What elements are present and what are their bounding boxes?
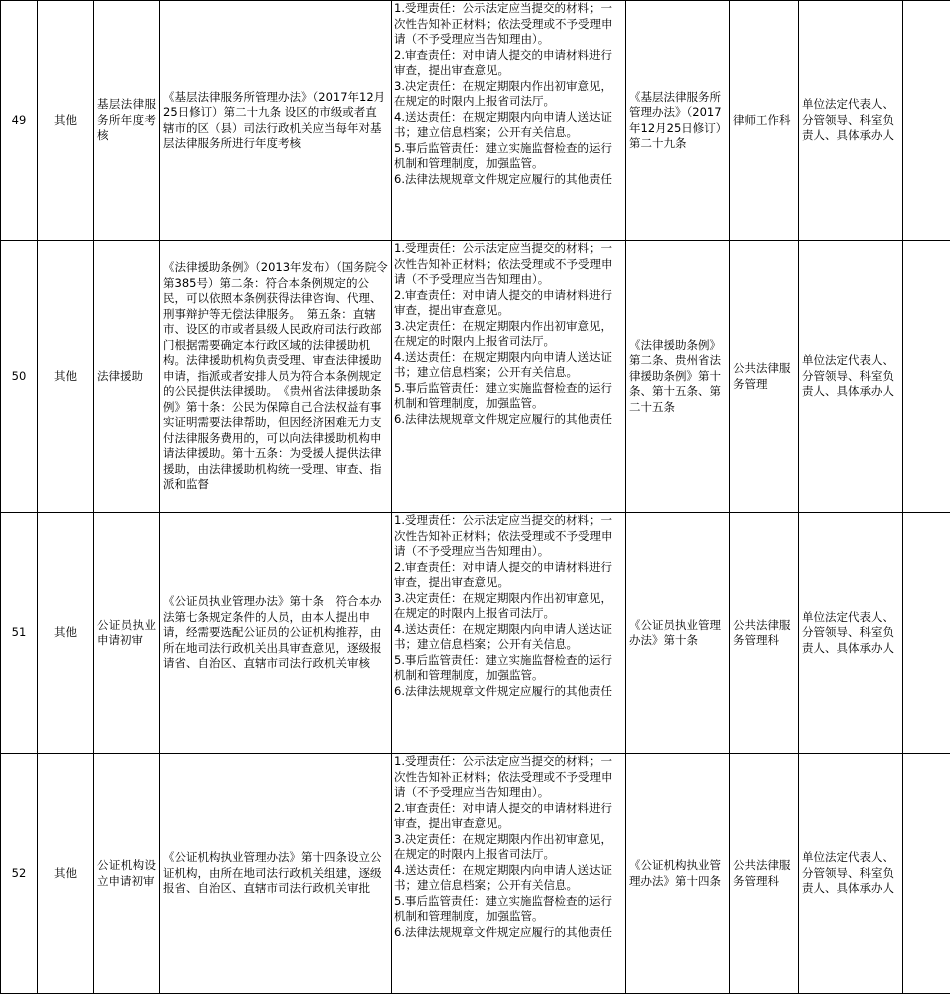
power-category: 其他 (38, 513, 94, 754)
responsibility-item: 5.事后监管责任：建立实施监督检查的运行机制和管理制度，加强监管。 (394, 141, 623, 172)
note-cell (903, 241, 950, 513)
legal-basis: 《公证员执业管理办法》第十条 符合本办法第七条规定条件的人员，由本人提出申请，经需要选配公证员的公证机构推荐，由所在地司法行政机关出具审查意见，逐级报请省、自治区、直辖市司法行政机关审核 (160, 513, 392, 754)
responsibility-item: 6.法律法规规章文件规定应履行的其他责任 (394, 172, 623, 188)
table-row (1, 241, 950, 513)
responsibility-item: 3.决定责任：在规定期限内作出初审意见，在规定的时限内上报省司法厅。 (394, 832, 623, 863)
responsible-department: 公共法律服务管理科 (730, 513, 799, 754)
responsibility-basis: 《公证员执业管理办法》第十条 (626, 513, 730, 754)
note-cell (903, 513, 950, 754)
responsibility-item: 1.受理责任：公示法定应当提交的材料；一次性告知补正材料；依法受理或不予受理申请（不予受理应当告知理由）。 (394, 513, 623, 560)
responsible-department: 公共法律服务管理 (730, 241, 799, 513)
row-number: 49 (1, 1, 38, 241)
responsibility-item: 3.决定责任：在规定期限内作出初审意见，在规定的时限内上报省司法厅。 (394, 319, 623, 350)
responsibility-item: 3.决定责任：在规定期限内作出初审意见，在规定的时限内上报省司法厅。 (394, 591, 623, 622)
responsible-subject: 单位法定代表人、分管领导、科室负责人、具体承办人 (799, 241, 903, 513)
power-item-name: 基层法律服务所年度考核 (94, 1, 160, 241)
power-category: 其他 (38, 241, 94, 513)
note-cell (903, 1, 950, 241)
responsibility-list (392, 241, 626, 513)
responsible-department: 律师工作科 (730, 1, 799, 241)
responsibility-basis: 《法律援助条例》第二条、贵州省法律援助条例》第十条、第十五条、第二十五条 (626, 241, 730, 513)
responsibility-item: 1.受理责任：公示法定应当提交的材料；一次性告知补正材料；依法受理或不予受理申请（不予受理应当告知理由）。 (394, 1, 623, 48)
responsible-subject: 单位法定代表人、分管领导、科室负责人、具体承办人 (799, 754, 903, 994)
responsible-department: 公共法律服务管理科 (730, 754, 799, 994)
row-number: 52 (1, 754, 38, 994)
responsible-subject: 单位法定代表人、分管领导、科室负责人、具体承办人 (799, 1, 903, 241)
responsibility-list (392, 1, 626, 241)
responsible-subject: 单位法定代表人、分管领导、科室负责人、具体承办人 (799, 513, 903, 754)
responsibility-item: 2.审查责任：对申请人提交的申请材料进行审查，提出审查意见。 (394, 560, 623, 591)
table-row (1, 754, 950, 994)
row-number: 51 (1, 513, 38, 754)
responsibility-item: 2.审查责任：对申请人提交的申请材料进行审查，提出审查意见。 (394, 288, 623, 319)
responsibility-item: 6.法律法规规章文件规定应履行的其他责任 (394, 684, 623, 700)
responsibility-basis: 《基层法律服务所管理办法》（2017年12月25日修订）第二十九条 (626, 1, 730, 241)
responsibility-item: 3.决定责任：在规定期限内作出初审意见，在规定的时限内上报省司法厅。 (394, 79, 623, 110)
responsibility-item: 1.受理责任：公示法定应当提交的材料；一次性告知补正材料；依法受理或不予受理申请（不予受理应当告知理由）。 (394, 241, 623, 288)
note-cell (903, 754, 950, 994)
responsibility-item: 6.法律法规规章文件规定应履行的其他责任 (394, 412, 623, 428)
responsibility-item: 4.送达责任：在规定期限内向申请人送达证书；建立信息档案；公开有关信息。 (394, 110, 623, 141)
responsibility-list (392, 754, 626, 994)
row-number: 50 (1, 241, 38, 513)
legal-basis: 《公证机构执业管理办法》第十四条设立公证机构，由所在地司法行政机关组建，逐级报省、自治区、直辖市司法行政机关审批 (160, 754, 392, 994)
power-category: 其他 (38, 754, 94, 994)
power-item-name: 公证员执业申请初审 (94, 513, 160, 754)
responsibility-list (392, 513, 626, 754)
power-category: 其他 (38, 1, 94, 241)
responsibility-item: 5.事后监管责任：建立实施监督检查的运行机制和管理制度，加强监管。 (394, 653, 623, 684)
table-row (1, 1, 950, 241)
power-item-name: 公证机构设立申请初审 (94, 754, 160, 994)
responsibility-item: 2.审查责任：对申请人提交的申请材料进行审查，提出审查意见。 (394, 801, 623, 832)
responsibility-item: 4.送达责任：在规定期限内向申请人送达证书；建立信息档案；公开有关信息。 (394, 622, 623, 653)
responsibility-item: 6.法律法规规章文件规定应履行的其他责任 (394, 925, 623, 941)
responsibility-basis: 《公证机构执业管理办法》第十四条 (626, 754, 730, 994)
power-item-name: 法律援助 (94, 241, 160, 513)
responsibility-item: 4.送达责任：在规定期限内向申请人送达证书；建立信息档案；公开有关信息。 (394, 863, 623, 894)
responsibility-item: 2.审查责任：对申请人提交的申请材料进行审查，提出审查意见。 (394, 48, 623, 79)
responsibility-item: 4.送达责任：在规定期限内向申请人送达证书；建立信息档案；公开有关信息。 (394, 350, 623, 381)
responsibility-item: 1.受理责任：公示法定应当提交的材料；一次性告知补正材料；依法受理或不予受理申请（不予受理应当告知理由）。 (394, 754, 623, 801)
responsibility-item: 5.事后监管责任：建立实施监督检查的运行机制和管理制度，加强监管。 (394, 894, 623, 925)
legal-basis: 《法律援助条例》（2013年发布）（国务院令第385号）第二条：符合本条例规定的公民，可以依照本条例获得法律咨询、代理、刑事辩护等无偿法律服务。 第五条：直辖市、设区的市或者县级人民政府司法行政部门根据需要确定本行政区域的法律援助机构。法律援助机构负责受理、审查法律援助申请，指派或者安排人员为符合本条例规定的公民提供法律援助。 《贵州省法律援助条例》第十条：公民为保障自己合法权益有事实证明需要法律帮助，但因经济困难无力支付法律服务费用的，可以向法律援助机构申请法律援助。第十五条：为受援人提供法律援助，由法律援助机构统一受理、审查、指派和监督 (160, 241, 392, 513)
table-row (1, 513, 950, 754)
responsibility-item: 5.事后监管责任：建立实施监督检查的运行机制和管理制度，加强监管。 (394, 381, 623, 412)
legal-basis: 《基层法律服务所管理办法》（2017年12月25日修订）第二十九条 设区的市级或者直辖市的区（县）司法行政机关应当每年对基层法律服务所进行年度考核 (160, 1, 392, 241)
